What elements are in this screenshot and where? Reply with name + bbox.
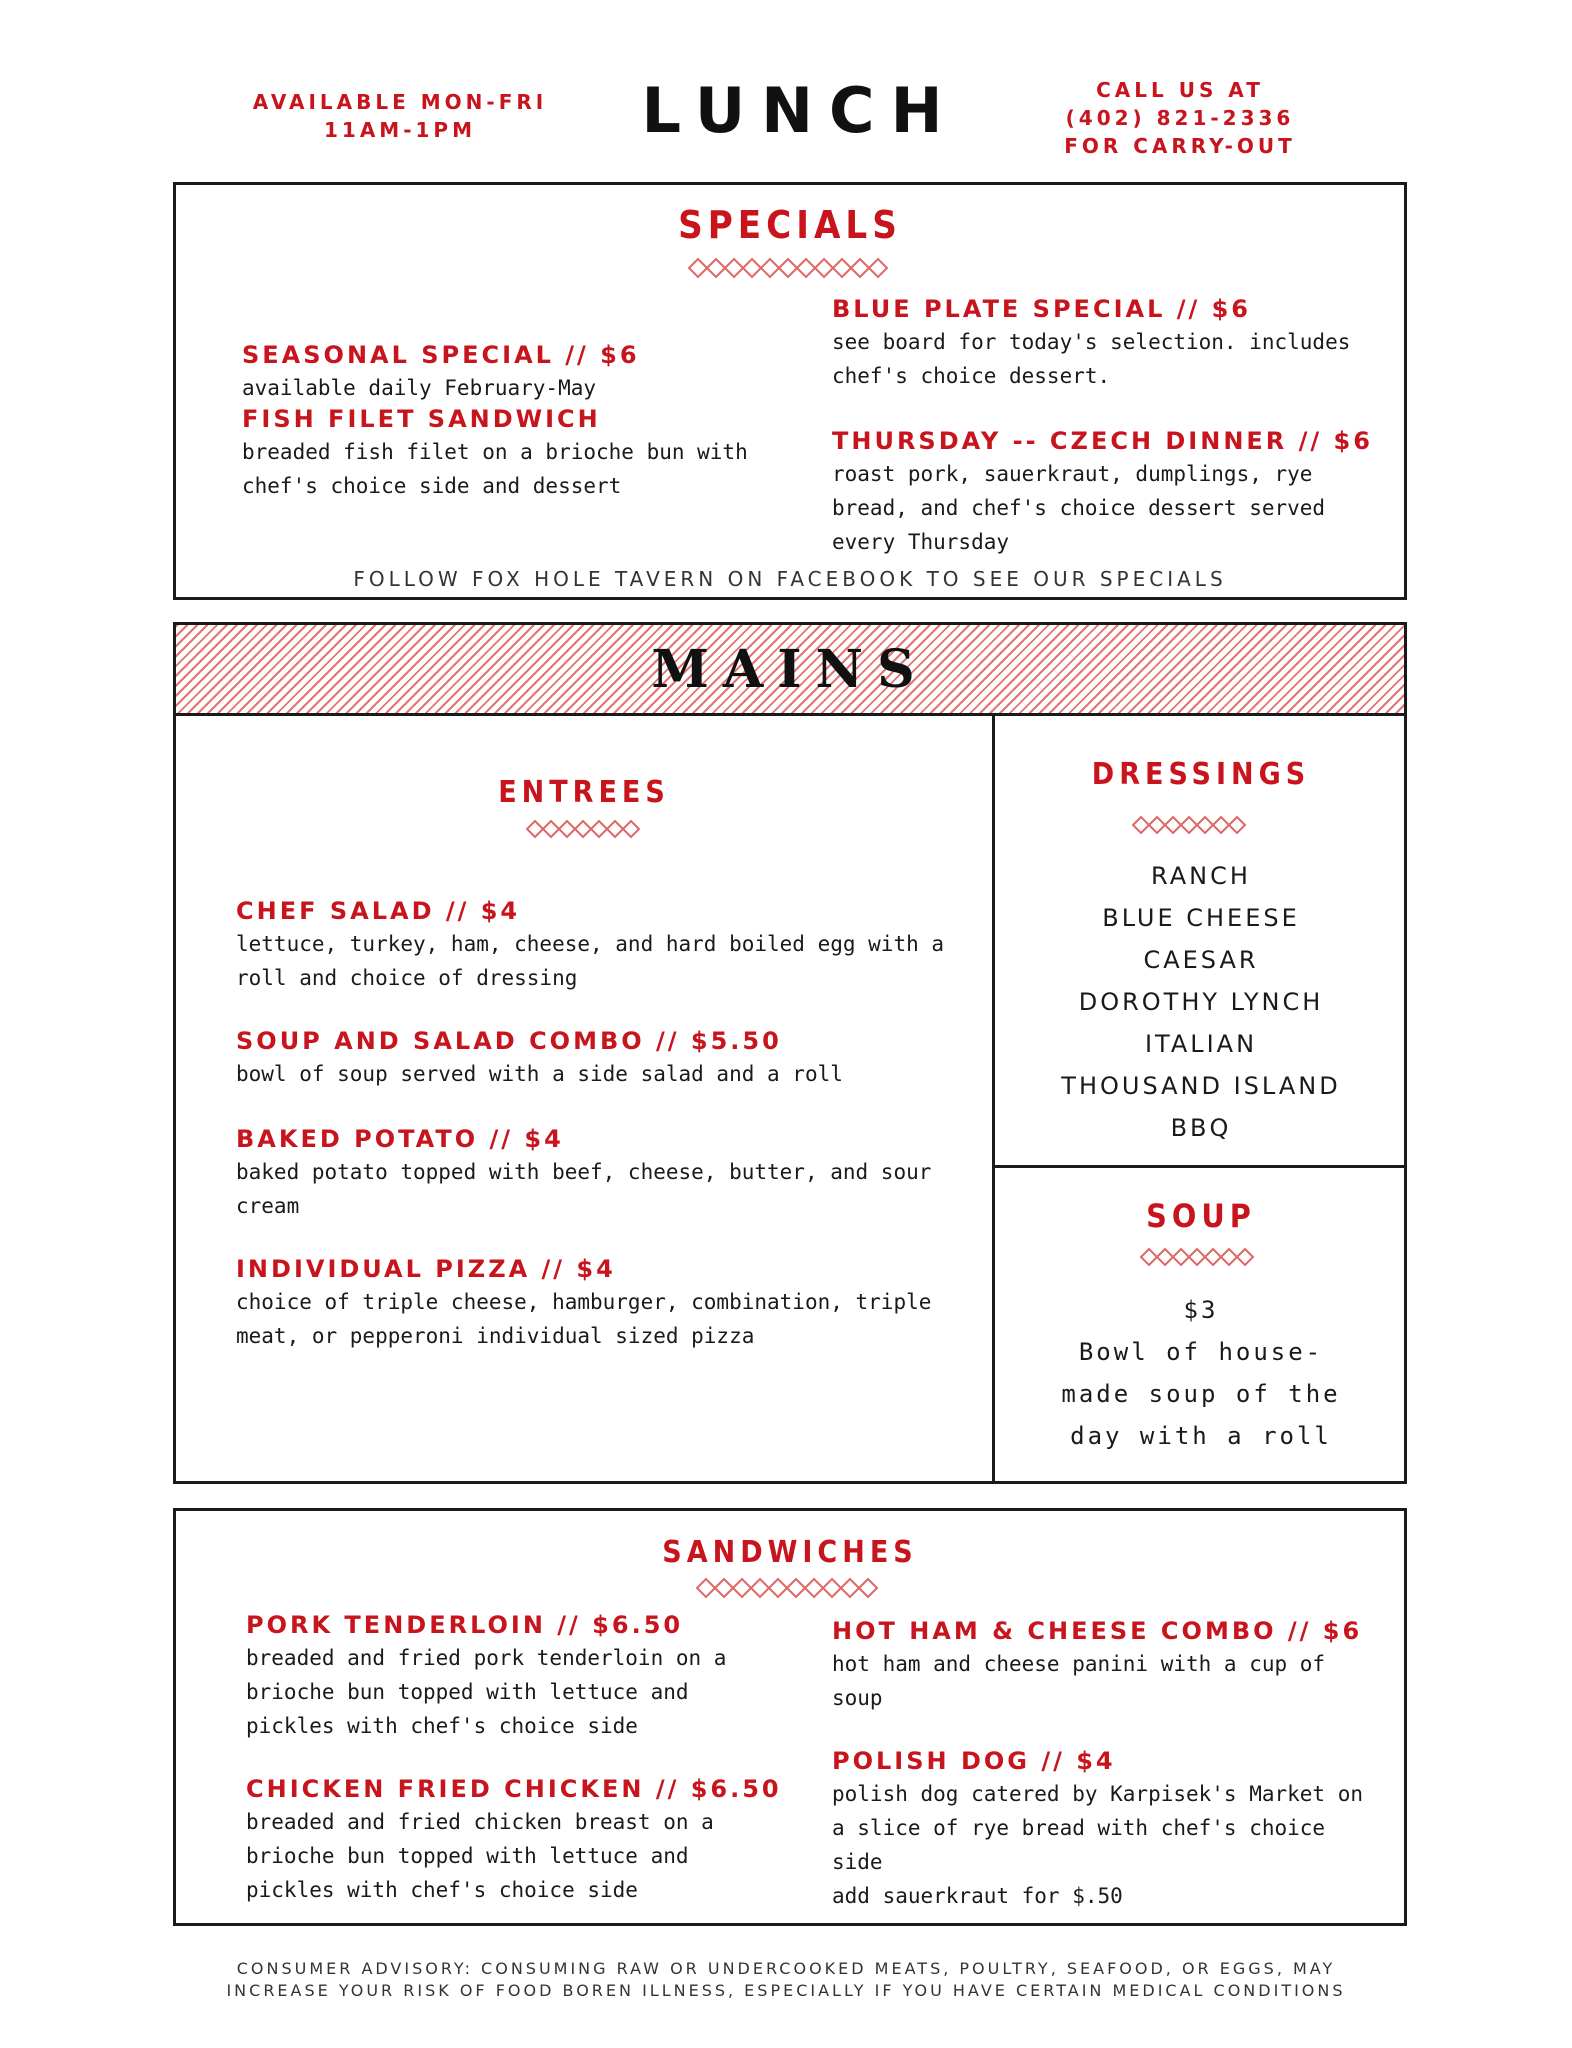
item-desc: polish dog catered by Karpisek's Market on a slice of rye bread with chef's choice side — [832, 1782, 1364, 1874]
item-title: SEASONAL SPECIAL // $6 — [242, 341, 640, 369]
entree-item-pizza — [236, 1253, 956, 1353]
soup-desc-line: made soup of the — [1061, 1380, 1341, 1408]
dressing-item: DOROTHY LYNCH — [1078, 988, 1324, 1016]
diamond-divider-icon — [1140, 1247, 1268, 1267]
phone-number[interactable]: (402) 821-2336 — [1065, 106, 1295, 130]
dressing-item: CAESAR — [1143, 946, 1259, 974]
item-title: THURSDAY -- CZECH DINNER // $6 — [832, 427, 1373, 455]
dressing-item: BLUE CHEESE — [1102, 904, 1300, 932]
specials-title: SPECIALS — [678, 203, 902, 247]
call-label: CALL US AT — [1096, 78, 1264, 102]
dressing-item: BBQ — [1170, 1114, 1232, 1142]
sandwich-item-hot-ham-cheese — [832, 1615, 1363, 1715]
mains-title: MAINS — [651, 639, 929, 700]
sandwiches-section — [173, 1508, 1407, 1926]
soup-price: $3 — [1183, 1296, 1219, 1324]
item-desc: roast pork, sauerkraut, dumplings, rye bread, and chef's choice dessert served every Thursday — [832, 462, 1326, 554]
item-desc: see board for today's selection. includes chef's choice dessert. — [832, 330, 1351, 388]
item-desc: breaded and fried pork tenderloin on a brioche bun topped with lettuce and pickles with chef's choice side — [246, 1646, 727, 1738]
sandwiches-title: SANDWICHES — [662, 1535, 918, 1570]
dressing-item: ITALIAN — [1144, 1030, 1258, 1058]
sandwich-item-polish-dog — [832, 1745, 1372, 1913]
availability-text — [230, 88, 570, 144]
soup-desc-line: Bowl of house- — [1078, 1338, 1324, 1366]
dressing-item: RANCH — [1151, 862, 1251, 890]
diamond-divider-icon — [688, 257, 896, 279]
item-title: CHEF SALAD // $4 — [236, 897, 521, 925]
item-title: BLUE PLATE SPECIAL // $6 — [832, 295, 1252, 323]
item-title: FISH FILET SANDWICH — [242, 405, 601, 433]
diamond-divider-icon — [696, 1577, 888, 1599]
entree-item-soup-salad — [236, 1025, 956, 1091]
dressing-item: THOUSAND ISLAND — [1061, 1072, 1341, 1100]
item-title: CHICKEN FRIED CHICKEN // $6.50 — [246, 1775, 782, 1803]
soup-title: SOUP — [1146, 1197, 1256, 1235]
item-addon: add sauerkraut for $.50 — [832, 1884, 1123, 1908]
carryout-label: FOR CARRY-OUT — [1064, 134, 1296, 158]
item-title: INDIVIDUAL PIZZA // $4 — [236, 1255, 616, 1283]
dressings-soup-divider — [995, 1165, 1407, 1168]
item-desc: baked potato topped with beef, cheese, butter, and sour cream — [236, 1160, 932, 1218]
item-desc: bowl of soup served with a side salad and a roll — [236, 1062, 843, 1086]
facebook-follow-note: FOLLOW FOX HOLE TAVERN ON FACEBOOK TO SEE OUR SPECIALS — [353, 567, 1227, 591]
entrees-title: ENTREES — [498, 775, 670, 810]
availability-days: AVAILABLE MON-FRI — [252, 90, 548, 114]
specials-section — [173, 182, 1407, 600]
special-item-seasonal — [242, 339, 762, 405]
item-desc: lettuce, turkey, ham, cheese, and hard boiled egg with a roll and choice of dressing — [236, 932, 945, 990]
item-desc: breaded fish filet on a brioche bun with chef's choice side and dessert — [242, 440, 748, 498]
availability-hours: 11AM-1PM — [324, 118, 476, 142]
special-item-czech-dinner — [832, 425, 1373, 559]
sandwich-item-pork-tenderloin — [246, 1609, 766, 1743]
dressings-list — [995, 855, 1407, 1149]
item-desc: available daily February-May — [242, 376, 597, 400]
item-title: POLISH DOG // $4 — [832, 1747, 1116, 1775]
special-item-fish-filet — [242, 403, 762, 503]
item-title: BAKED POTATO // $4 — [236, 1125, 564, 1153]
carryout-text — [1030, 76, 1330, 160]
mains-banner — [176, 625, 1404, 716]
advisory-line: INCREASE YOUR RISK OF FOOD BOREN ILLNESS, ESPECIALLY IF YOU HAVE CERTAIN MEDICAL CONDITIONS — [226, 1981, 1346, 2000]
mains-section — [173, 622, 1407, 1484]
soup-desc-line: day with a roll — [1070, 1422, 1332, 1450]
special-item-blue-plate — [832, 293, 1372, 393]
consumer-advisory — [100, 1958, 1472, 2002]
advisory-line: CONSUMER ADVISORY: CONSUMING RAW OR UNDERCOOKED MEATS, POULTRY, SEAFOOD, OR EGGS, MAY — [236, 1959, 1336, 1978]
diamond-divider-icon — [1132, 815, 1260, 835]
sandwich-item-chicken-fried-chicken — [246, 1773, 782, 1907]
soup-details — [995, 1289, 1407, 1457]
item-title: HOT HAM & CHEESE COMBO // $6 — [832, 1617, 1363, 1645]
item-desc: breaded and fried chicken breast on a brioche bun topped with lettuce and pickles with chef's choice side — [246, 1810, 714, 1902]
item-desc: hot ham and cheese panini with a cup of soup — [832, 1652, 1326, 1710]
item-title: SOUP AND SALAD COMBO // $5.50 — [236, 1027, 782, 1055]
dressings-title: DRESSINGS — [1091, 757, 1311, 792]
item-desc: choice of triple cheese, hamburger, combination, triple meat, or pepperoni individual sized pizza — [236, 1290, 932, 1348]
entree-item-baked-potato — [236, 1123, 956, 1223]
entree-item-chef-salad — [236, 895, 956, 995]
diamond-divider-icon — [526, 819, 652, 839]
page-title: LUNCH — [641, 74, 959, 147]
item-title: PORK TENDERLOIN // $6.50 — [246, 1611, 684, 1639]
